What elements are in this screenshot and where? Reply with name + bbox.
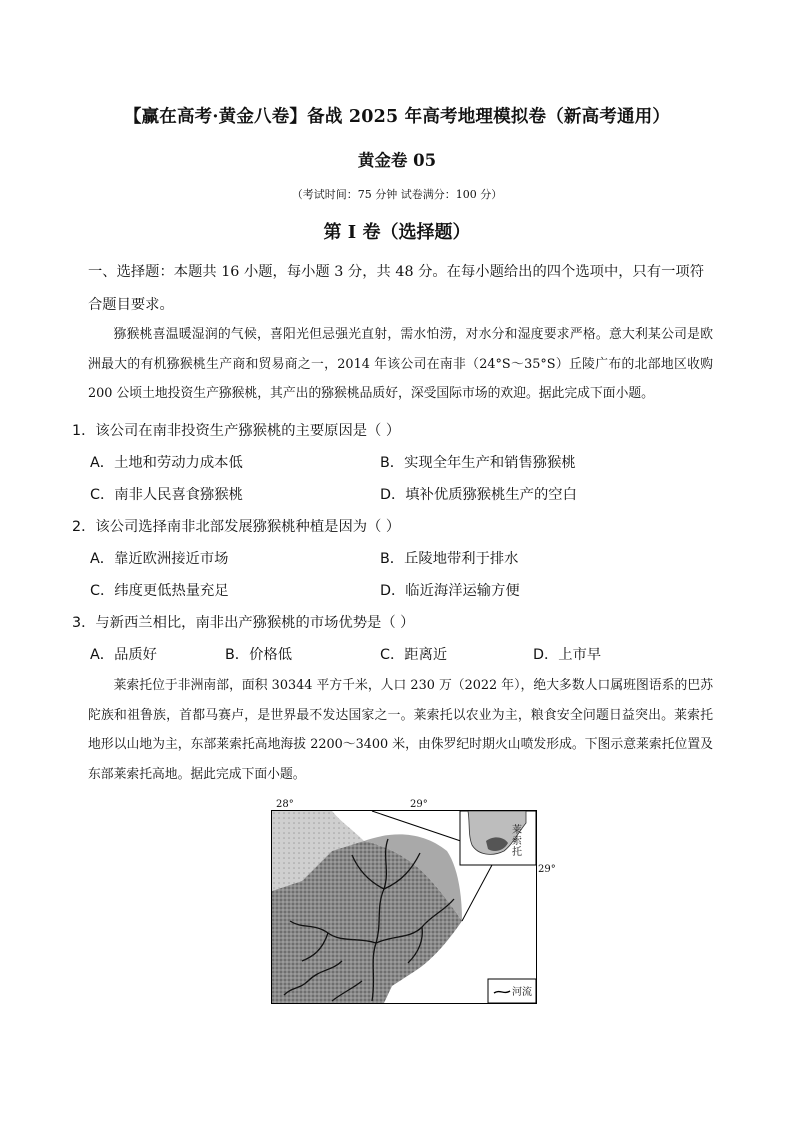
q2-option-a[interactable]: A．靠近欧洲接近市场 xyxy=(90,551,229,567)
q3-option-a[interactable]: A．品质好 xyxy=(90,647,157,663)
q2-option-d[interactable]: D．临近海洋运输方便 xyxy=(380,583,520,599)
q3-option-b[interactable]: B．价格低 xyxy=(225,647,292,663)
exam-subtitle: 黄金卷 05 xyxy=(357,151,437,170)
legend-river-label: 河流 xyxy=(512,987,532,998)
q1-option-d[interactable]: D．填补优质猕猴桃生产的空白 xyxy=(380,487,577,503)
q3-option-d[interactable]: D．上市早 xyxy=(533,647,602,663)
q2-option-b[interactable]: B．丘陵地带利于排水 xyxy=(380,551,519,567)
q1-option-a[interactable]: A．土地和劳动力成本低 xyxy=(90,455,243,471)
instruction-block xyxy=(88,256,713,322)
question-2-stem: 2．该公司选择南非北部发展猕猴桃种植是因为（ ） xyxy=(72,519,401,535)
callout-line-side xyxy=(462,865,492,921)
question-1-stem: 1．该公司在南非投资生产猕猴桃的主要原因是（ ） xyxy=(72,423,401,439)
question-3-stem: 3．与新西兰相比，南非出产猕猴桃的市场优势是（ ） xyxy=(72,615,415,631)
passage-kiwifruit: 猕猴桃喜温暖湿润的气候，喜阳光但忌强光直射，需水怕涝，对水分和湿度要求严格。意大利某公司是欧洲最大的有机猕猴桃生产商和贸易商之一，2014 年该公司在南非（24°S～35°S）丘陵广布的北部地区收购 200 公顷土地投资生产猕猴桃，其产出的猕猴桃品质好，深受国际市场的欢迎。据此完成下面小题。 xyxy=(88,327,713,401)
relief-map-svg xyxy=(272,811,536,1003)
map-lat-label-29: 29° xyxy=(538,864,556,875)
map-lon-label-28: 28° xyxy=(276,799,294,810)
q1-option-c[interactable]: C．南非人民喜食猕猴桃 xyxy=(90,487,243,503)
q2-option-c[interactable]: C．纬度更低热量充足 xyxy=(90,583,229,599)
lesotho-map xyxy=(271,810,537,1004)
instruction-line-1: 一、选择题：本题共 16 小题，每小题 3 分，共 48 分。在每小题给出的四个选项中，只有一项符 xyxy=(88,264,705,280)
passage-lesotho: 莱索托位于非洲南部，面积 30344 平方千米，人口 230 万（2022 年），绝大多数人口属班图语系的巴苏陀族和祖鲁族，首都马赛卢，是世界最不发达国家之一。莱索托以农业为主，粮食安全问题日益突出。莱索托地形以山地为主，东部莱索托高地海拔 2200～3400 米，由侏罗纪时期火山喷发形成。下图示意莱索托位置及东部莱索托高地。据此完成下面小题。 xyxy=(88,678,713,782)
map-lon-label-29: 29° xyxy=(410,799,428,810)
q3-option-c[interactable]: C．距离近 xyxy=(380,647,448,663)
inset-label-lesotho: 莱索托 xyxy=(512,825,522,858)
section-title: 第 I 卷（选择题） xyxy=(323,222,471,243)
instruction-line-2: 合题目要求。 xyxy=(88,297,174,313)
exam-title: 【赢在高考·黄金八卷】备战 2025 年高考地理模拟卷（新高考通用） xyxy=(123,107,671,127)
exam-info: （考试时间：75 分钟 试卷满分：100 分） xyxy=(291,188,503,201)
q1-option-b[interactable]: B．实现全年生产和销售猕猴桃 xyxy=(380,455,576,471)
